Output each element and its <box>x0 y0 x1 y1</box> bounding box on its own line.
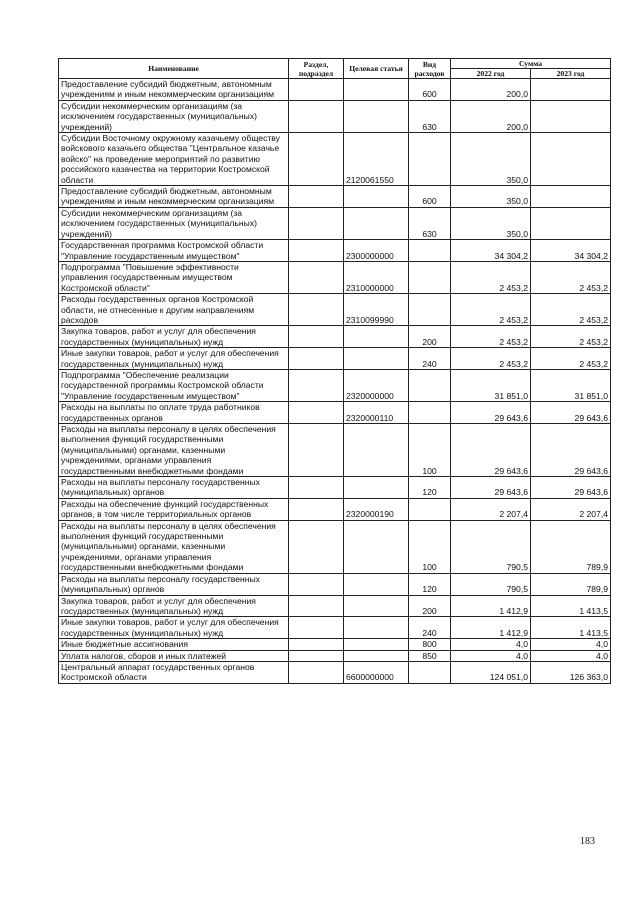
row-name-cell: Расходы на выплаты персоналу государственных (муниципальных) органов <box>59 477 289 499</box>
row-sum-2023-cell: 789,9 <box>531 573 611 595</box>
row-sum-2022-cell: 350,0 <box>451 207 531 239</box>
row-type-cell: 200 <box>409 595 451 617</box>
table-row <box>59 348 611 370</box>
row-sum-2022-cell: 790,5 <box>451 520 531 573</box>
row-section-cell <box>289 186 344 208</box>
row-sum-2022-cell: 4,0 <box>451 639 531 650</box>
table-row <box>59 326 611 348</box>
row-name-cell: Субсидии некоммерческим организациям (за исключением государственных (муниципальных) учреждений) <box>59 207 289 239</box>
row-name-cell: Подпрограмма "Повышение эффективности управления государственным имуществом Костромской области" <box>59 261 289 293</box>
table-body <box>59 79 611 684</box>
table-row <box>59 520 611 573</box>
row-sum-2022-cell: 1 412,9 <box>451 617 531 639</box>
row-name-cell: Субсидии Восточному окружному казачьему обществу войскового казачьего общества "Центральное казачье войско" на проведение мероприятий по развитию российского казачества на территории Костромской области <box>59 133 289 186</box>
row-name-cell: Расходы государственных органов Костромской области, не отнесенные к другим направлениям расходов <box>59 294 289 326</box>
row-sum-2022-cell: 29 643,6 <box>451 477 531 499</box>
row-sum-2023-cell: 2 453,2 <box>531 326 611 348</box>
row-target-cell <box>344 348 409 370</box>
row-target-cell <box>344 617 409 639</box>
row-name-cell: Иные закупки товаров, работ и услуг для обеспечения государственных (муниципальных) нужд <box>59 617 289 639</box>
row-sum-2022-cell: 29 643,6 <box>451 402 531 424</box>
row-sum-2023-cell: 2 453,2 <box>531 294 611 326</box>
row-type-cell: 600 <box>409 186 451 208</box>
row-sum-2023-cell: 1 413,5 <box>531 617 611 639</box>
row-sum-2022-cell: 124 051,0 <box>451 661 531 683</box>
row-section-cell <box>289 573 344 595</box>
row-type-cell: 600 <box>409 79 451 101</box>
row-sum-2022-cell: 790,5 <box>451 573 531 595</box>
row-section-cell <box>289 477 344 499</box>
row-sum-2023-cell: 2 453,2 <box>531 348 611 370</box>
row-sum-2023-cell <box>531 79 611 101</box>
header-name: Наименование <box>59 59 289 79</box>
row-name-cell: Расходы на выплаты персоналу в целях обеспечения выполнения функций государственными (муниципальными) органами, казенными учреждениями, органами управления государственными внебюджетными фондами <box>59 424 289 477</box>
table-row <box>59 498 611 520</box>
row-type-cell: 200 <box>409 326 451 348</box>
row-type-cell: 100 <box>409 424 451 477</box>
row-section-cell <box>289 261 344 293</box>
header-year-2022: 2022 год <box>451 69 531 79</box>
table-row <box>59 650 611 661</box>
row-target-cell <box>344 79 409 101</box>
budget-table <box>58 58 611 684</box>
row-sum-2022-cell: 2 453,2 <box>451 326 531 348</box>
row-sum-2023-cell: 1 413,5 <box>531 595 611 617</box>
row-section-cell <box>289 294 344 326</box>
row-target-cell <box>344 186 409 208</box>
row-section-cell <box>289 402 344 424</box>
row-sum-2023-cell: 4,0 <box>531 650 611 661</box>
budget-sheet <box>58 58 610 684</box>
row-section-cell <box>289 639 344 650</box>
row-name-cell: Государственная программа Костромской области "Управление государственным имуществом" <box>59 240 289 262</box>
row-type-cell: 630 <box>409 207 451 239</box>
row-name-cell: Уплата налогов, сборов и иных платежей <box>59 650 289 661</box>
row-sum-2023-cell: 29 643,6 <box>531 477 611 499</box>
row-type-cell <box>409 261 451 293</box>
row-target-cell <box>344 477 409 499</box>
table-row <box>59 639 611 650</box>
row-sum-2023-cell: 126 363,0 <box>531 661 611 683</box>
header-target: Целевая статья <box>344 59 409 79</box>
table-row <box>59 369 611 401</box>
row-target-cell: 2120061550 <box>344 133 409 186</box>
row-sum-2023-cell: 2 453,2 <box>531 261 611 293</box>
row-sum-2022-cell: 34 304,2 <box>451 240 531 262</box>
page-number: 183 <box>580 836 595 847</box>
table-row <box>59 424 611 477</box>
row-type-cell: 120 <box>409 573 451 595</box>
row-target-cell <box>344 650 409 661</box>
row-type-cell: 240 <box>409 617 451 639</box>
table-row <box>59 477 611 499</box>
row-sum-2023-cell: 31 851,0 <box>531 369 611 401</box>
table-row <box>59 186 611 208</box>
row-name-cell: Закупка товаров, работ и услуг для обеспечения государственных (муниципальных) нужд <box>59 326 289 348</box>
row-sum-2023-cell <box>531 100 611 132</box>
row-sum-2022-cell: 1 412,9 <box>451 595 531 617</box>
table-row <box>59 573 611 595</box>
row-section-cell <box>289 348 344 370</box>
row-name-cell: Расходы на выплаты персоналу государственных (муниципальных) органов <box>59 573 289 595</box>
row-target-cell: 2320000190 <box>344 498 409 520</box>
table-row <box>59 402 611 424</box>
row-sum-2022-cell: 200,0 <box>451 79 531 101</box>
row-section-cell <box>289 520 344 573</box>
header-year-2023: 2023 год <box>531 69 611 79</box>
row-name-cell: Расходы на выплаты персоналу в целях обеспечения выполнения функций государственными (муниципальными) органами, казенными учреждениями, органами управления государственными внебюджетными фондами <box>59 520 289 573</box>
row-target-cell <box>344 424 409 477</box>
row-type-cell: 100 <box>409 520 451 573</box>
row-sum-2023-cell: 29 643,6 <box>531 424 611 477</box>
row-name-cell: Предоставление субсидий бюджетным, автономным учреждениям и иным некоммерческим организациям <box>59 186 289 208</box>
row-name-cell: Расходы на выплаты по оплате труда работников государственных органов <box>59 402 289 424</box>
row-sum-2022-cell: 2 453,2 <box>451 348 531 370</box>
row-target-cell <box>344 639 409 650</box>
row-sum-2023-cell: 789,9 <box>531 520 611 573</box>
row-sum-2023-cell: 4,0 <box>531 639 611 650</box>
row-sum-2023-cell <box>531 207 611 239</box>
row-section-cell <box>289 369 344 401</box>
header-type: Вид расходов <box>409 59 451 79</box>
row-type-cell <box>409 294 451 326</box>
row-section-cell <box>289 595 344 617</box>
row-name-cell: Расходы на обеспечение функций государственных органов, в том числе территориальных органов <box>59 498 289 520</box>
row-sum-2022-cell: 200,0 <box>451 100 531 132</box>
row-section-cell <box>289 661 344 683</box>
table-row <box>59 240 611 262</box>
row-name-cell: Центральный аппарат государственных органов Костромской области <box>59 661 289 683</box>
row-section-cell <box>289 79 344 101</box>
row-target-cell: 6600000000 <box>344 661 409 683</box>
row-sum-2022-cell: 4,0 <box>451 650 531 661</box>
row-sum-2023-cell: 29 643,6 <box>531 402 611 424</box>
row-section-cell <box>289 650 344 661</box>
row-type-cell: 240 <box>409 348 451 370</box>
table-row <box>59 294 611 326</box>
row-section-cell <box>289 424 344 477</box>
table-row <box>59 661 611 683</box>
row-sum-2022-cell: 2 453,2 <box>451 294 531 326</box>
row-section-cell <box>289 240 344 262</box>
table-row <box>59 79 611 101</box>
row-section-cell <box>289 498 344 520</box>
row-sum-2022-cell: 29 643,6 <box>451 424 531 477</box>
row-name-cell: Предоставление субсидий бюджетным, автономным учреждениям и иным некоммерческим организациям <box>59 79 289 101</box>
row-section-cell <box>289 207 344 239</box>
row-sum-2022-cell: 350,0 <box>451 186 531 208</box>
row-name-cell: Субсидии некоммерческим организациям (за исключением государственных (муниципальных) учреждений) <box>59 100 289 132</box>
row-sum-2022-cell: 350,0 <box>451 133 531 186</box>
row-sum-2023-cell <box>531 186 611 208</box>
table-row <box>59 595 611 617</box>
row-name-cell: Иные закупки товаров, работ и услуг для обеспечения государственных (муниципальных) нужд <box>59 348 289 370</box>
row-name-cell: Закупка товаров, работ и услуг для обеспечения государственных (муниципальных) нужд <box>59 595 289 617</box>
table-row <box>59 261 611 293</box>
row-name-cell: Иные бюджетные ассигнования <box>59 639 289 650</box>
row-type-cell: 120 <box>409 477 451 499</box>
table-row <box>59 100 611 132</box>
row-type-cell <box>409 369 451 401</box>
row-target-cell: 2310000000 <box>344 261 409 293</box>
row-name-cell: Подпрограмма "Обеспечение реализации государственной программы Костромской области "Управление государственным имуществом" <box>59 369 289 401</box>
row-target-cell <box>344 100 409 132</box>
row-sum-2023-cell <box>531 133 611 186</box>
row-target-cell <box>344 573 409 595</box>
row-target-cell <box>344 520 409 573</box>
row-target-cell <box>344 595 409 617</box>
table-row <box>59 133 611 186</box>
row-target-cell: 2320000000 <box>344 369 409 401</box>
row-sum-2022-cell: 31 851,0 <box>451 369 531 401</box>
row-target-cell: 2320000110 <box>344 402 409 424</box>
row-type-cell: 800 <box>409 639 451 650</box>
row-type-cell: 630 <box>409 100 451 132</box>
row-type-cell <box>409 133 451 186</box>
row-type-cell <box>409 402 451 424</box>
row-type-cell <box>409 240 451 262</box>
row-type-cell <box>409 661 451 683</box>
header-section: Раздел, подраздел <box>289 59 344 79</box>
row-section-cell <box>289 133 344 186</box>
row-sum-2022-cell: 2 453,2 <box>451 261 531 293</box>
row-sum-2023-cell: 2 207,4 <box>531 498 611 520</box>
row-section-cell <box>289 326 344 348</box>
row-target-cell: 2300000000 <box>344 240 409 262</box>
row-target-cell: 2310099990 <box>344 294 409 326</box>
row-target-cell <box>344 326 409 348</box>
table-row <box>59 207 611 239</box>
table-row <box>59 617 611 639</box>
row-type-cell: 850 <box>409 650 451 661</box>
row-section-cell <box>289 100 344 132</box>
row-section-cell <box>289 617 344 639</box>
header-sum: Сумма <box>451 59 611 69</box>
row-sum-2022-cell: 2 207,4 <box>451 498 531 520</box>
row-sum-2023-cell: 34 304,2 <box>531 240 611 262</box>
row-target-cell <box>344 207 409 239</box>
row-type-cell <box>409 498 451 520</box>
